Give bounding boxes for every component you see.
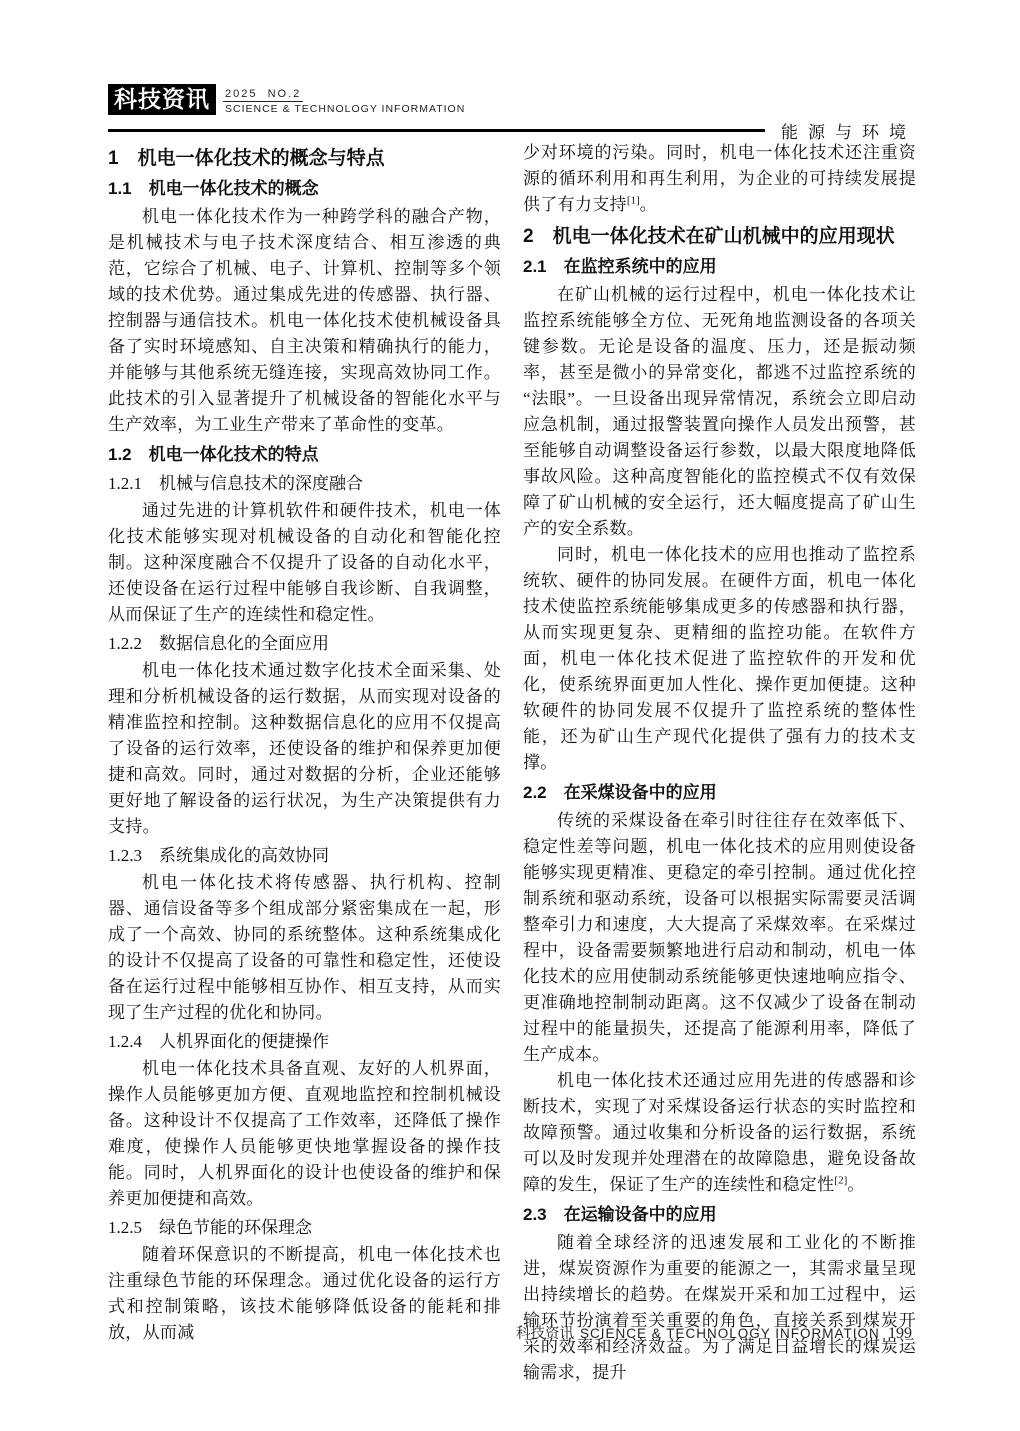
paragraph-1-2-1: 通过先进的计算机软件和硬件技术，机电一体化技术能够实现对机械设备的自动化和智能化控制。这种深度融合不仅提升了设备的自动化水平，还使设备在运行过程中能够自我诊断、自我调整，从而保证了生产的连续性和稳定性。: [108, 501, 501, 624]
paragraph-text: 少对环境的污染。同时，机电一体化技术还注重资源的循环利用和再生利用，为企业的可持续发展提供了有力支持: [523, 143, 916, 214]
reference-mark-2: [2]: [834, 1174, 848, 1187]
heading-1-2-4: 1.2.4 人机界面化的便捷操作: [108, 1032, 329, 1051]
footer-journal: [516, 1322, 880, 1343]
paragraph-text: 。: [639, 195, 657, 214]
paragraph-text: 机电一体化技术还通过应用先进的传感器和诊断技术，实现了对采煤设备运行状态的实时监控和故障预警。通过收集和分析设备的运行数据，系统可以及时发现并处理潜在的故障隐患，避免设备故障的发生，保证了生产的连续性和稳定性: [523, 1071, 916, 1194]
heading-2: 2 机电一体化技术在矿山机械中的应用现状: [523, 226, 895, 247]
heading-2-1: 2.1 在监控系统中的应用: [523, 257, 717, 276]
right-column: [523, 140, 916, 1386]
page-header: [108, 84, 916, 143]
journal-name-en: SCIENCE & TECHNOLOGY INFORMATION: [225, 103, 466, 115]
paragraph-text: 。: [847, 1175, 865, 1194]
heading-1-2-1: 1.2.1 机械与信息技术的深度融合: [108, 474, 363, 493]
heading-2-3: 2.3 在运输设备中的应用: [523, 1205, 717, 1224]
heading-2-2: 2.2 在采煤设备中的应用: [523, 783, 717, 802]
journal-logo: 科技资讯: [108, 84, 216, 115]
paragraph-2-1-a: 在矿山机械的运行过程中，机电一体化技术让监控系统能够全方位、无死角地监测设备的各项关键参数。无论是设备的温度、压力，还是振动频率，甚至是微小的异常变化，都逃不过监控系统的“法眼”。一旦设备出现异常情况，系统会立即启动应急机制，通过报警装置向操作人员发出预警，甚至能够自动调整设备运行参数，以最大限度地降低事故风险。这种高度智能化的监控模式不仅有效保障了矿山机械的安全运行，还大幅度提高了矿山生产的安全系数。: [523, 285, 916, 538]
heading-1: 1 机电一体化技术的概念与特点: [108, 148, 385, 169]
paragraph-2-2-a: 传统的采煤设备在牵引时往往存在效率低下、稳定性差等问题，机电一体化技术的应用则使设备能够实现更精准、更稳定的牵引控制。通过优化控制系统和驱动系统，设备可以根据实际需要灵活调整牵引力和速度，大大提高了采煤效率。在采煤过程中，设备需要频繁地进行启动和制动，机电一体化技术的应用使制动系统能够更快速地响应指令、更准确地控制制动距离。这不仅减少了设备在制动过程中的能量损失，还提高了能源利用率，降低了生产成本。: [523, 811, 916, 1064]
paragraph-1-2-5-continued: [523, 140, 916, 218]
heading-1-1: 1.1 机电一体化技术的概念: [108, 179, 319, 198]
heading-1-2-3: 1.2.3 系统集成化的高效协同: [108, 846, 329, 865]
paragraph-1-2-2: 机电一体化技术通过数字化技术全面采集、处理和分析机械设备的运行数据，从而实现对设备的精准监控和控制。这种数据信息化的应用不仅提高了设备的运行效率，还使设备的维护和保养更加便捷和高效。同时，通过对数据的分析，企业还能够更好地了解设备的运行状况，为生产决策提供有力支持。: [108, 661, 501, 836]
paragraph-1-2-5: 随着环保意识的不断提高，机电一体化技术也注重绿色节能的环保理念。通过优化设备的运行方式和控制策略，该技术能够降低设备的能耗和排放，从而减: [108, 1245, 501, 1342]
heading-1-2-2: 1.2.2 数据信息化的全面应用: [108, 634, 329, 653]
page-footer: [516, 1322, 912, 1343]
footer-journal-cn: 科技资讯: [516, 1326, 574, 1342]
footer-journal-en: SCIENCE & TECHNOLOGY INFORMATION: [580, 1326, 880, 1341]
paragraph-1-1: 机电一体化技术作为一种跨学科的融合产物，是机械技术与电子技术深度结合、相互渗透的典范，它综合了机械、电子、计算机、控制等多个领域的技术优势。通过集成先进的传感器、执行器、控制器与通信技术。机电一体化技术使机械设备具备了实时环境感知、自主决策和精确执行的能力，并能够与其他系统无缝连接，实现高效协同工作。此技术的引入显著提升了机械设备的智能化水平与生产效率，为工业生产带来了革命性的变革。: [108, 207, 501, 434]
left-column: [108, 140, 501, 1386]
journal-masthead: [108, 84, 916, 115]
paragraph-2-1-b: 同时，机电一体化技术的应用也推动了监控系统软、硬件的协同发展。在硬件方面，机电一体化技术使监控系统能够集成更多的传感器和执行器，从而实现更复杂、更精细的监控功能。在软件方面，机电一体化技术促进了监控软件的开发和优化，使系统界面更加人性化、操作更加便捷。这种软硬件的协同发展不仅提升了监控系统的整体性能，还为矿山生产现代化提供了强有力的技术支撑。: [523, 545, 916, 772]
paragraph-2-2-b: [523, 1068, 916, 1198]
issue-number: 2025 NO.2: [225, 88, 302, 100]
heading-1-2: 1.2 机电一体化技术的特点: [108, 445, 319, 464]
paragraph-1-2-3: 机电一体化技术将传感器、执行机构、控制器、通信设备等多个组成部分紧密集成在一起，形成了一个高效、协同的系统整体。这种系统集成化的设计不仅提高了设备的可靠性和稳定性，还使设备在运行过程中能够相互协作、相互支持，从而实现了生产过程的优化和协同。: [108, 873, 501, 1022]
section-name: 能源与环境: [781, 123, 916, 142]
article-body: [108, 140, 916, 1386]
paragraph-2-3: 随着全球经济的迅速发展和工业化的不断推进，煤炭资源作为重要的能源之一，其需求量呈现出持续增长的趋势。在煤炭开采和加工过程中，运输环节扮演着至关重要的角色，直接关系到煤炭开采的效率和经济效益。为了满足日益增长的煤炭运输需求，提升: [523, 1233, 916, 1382]
paragraph-1-2-4: 机电一体化技术具备直观、友好的人机界面，操作人员能够更加方便、直观地监控和控制机械设备。这种设计不仅提高了工作效率，还降低了操作难度，使操作人员能够更快地掌握设备的操作技能。同时，人机界面化的设计也使设备的维护和保养更加便捷和高效。: [108, 1059, 501, 1208]
page-number: 199: [888, 1325, 912, 1342]
heading-1-2-5: 1.2.5 绿色节能的环保理念: [108, 1218, 312, 1237]
reference-mark-1: [1]: [626, 194, 640, 207]
issue-info: [223, 84, 467, 115]
header-rule: [108, 129, 765, 132]
